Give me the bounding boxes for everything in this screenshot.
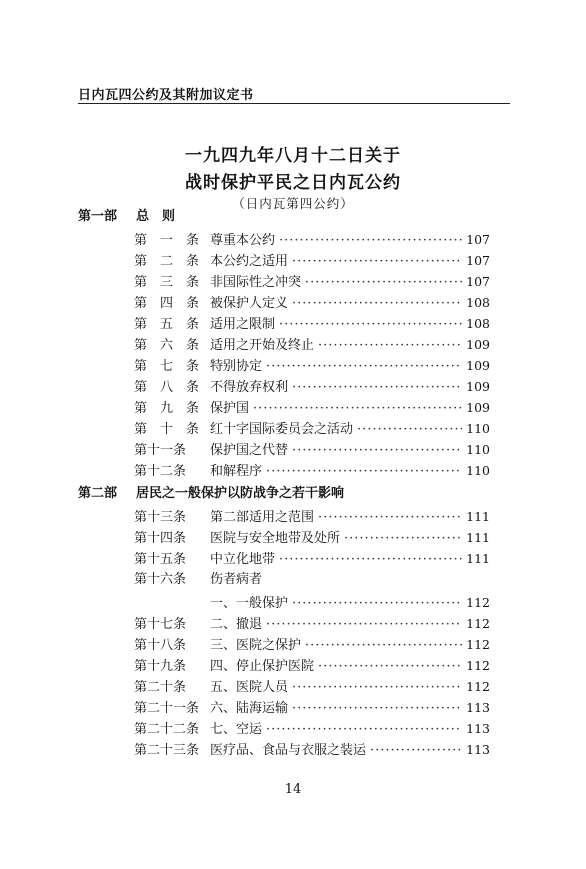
toc-entry[interactable] — [134, 698, 490, 718]
toc-entry[interactable] — [134, 419, 490, 439]
dot-leader — [266, 720, 462, 740]
dot-leader — [292, 252, 462, 272]
dot-leader — [292, 699, 462, 719]
toc-entry[interactable] — [134, 314, 490, 334]
article-number: 第 六 条 — [134, 338, 200, 353]
toc-entry[interactable] — [134, 398, 490, 418]
page-ref: 107 — [466, 274, 490, 289]
page-ref: 112 — [466, 595, 490, 610]
toc-entry[interactable] — [134, 356, 490, 376]
part-heading — [78, 207, 175, 227]
article-number: 第 二 条 — [134, 254, 200, 269]
part-heading — [78, 484, 344, 504]
article-title: 适用之开始及终止 — [210, 338, 315, 353]
page-ref: 110 — [466, 463, 490, 478]
article-title: 三、医院之保护 — [210, 638, 302, 653]
toc-entry[interactable] — [134, 461, 490, 481]
article-title: 特别协定 — [210, 359, 263, 374]
article-title: 中立化地带 — [210, 552, 276, 567]
article-title: 红十字国际委员会之活动 — [210, 422, 354, 437]
page-ref: 109 — [466, 358, 490, 373]
article-number: 第 七 条 — [134, 359, 200, 374]
dot-leader — [318, 657, 462, 677]
dot-leader — [305, 273, 462, 293]
part-title: 居民之一般保护以防战争之若干影响 — [136, 486, 345, 501]
article-number: 第二十一条 — [134, 701, 200, 716]
article-title: 适用之限制 — [210, 317, 276, 332]
dot-leader — [253, 399, 462, 419]
article-title: 一、一般保护 — [210, 596, 289, 611]
article-number: 第二十三条 — [134, 743, 200, 758]
dot-leader — [279, 315, 462, 335]
article-number: 第十五条 — [134, 552, 187, 567]
article-title: 医院与安全地带及处所 — [210, 531, 341, 546]
toc-entry[interactable] — [134, 377, 490, 397]
page-ref: 112 — [466, 679, 490, 694]
dot-leader — [318, 336, 462, 356]
convention-title-line1: 一九四九年八月十二日关于 — [185, 146, 401, 166]
toc-entry[interactable] — [134, 740, 490, 760]
article-title: 保护国之代替 — [210, 443, 289, 458]
page-ref: 112 — [466, 658, 490, 673]
article-title: 不得放弃权利 — [210, 380, 289, 395]
part-label: 第一部 — [78, 209, 118, 224]
toc-entry[interactable] — [134, 251, 490, 271]
article-title: 六、陆海运输 — [210, 701, 289, 716]
toc-entry[interactable] — [134, 507, 490, 527]
dot-leader — [292, 294, 462, 314]
dot-leader — [305, 636, 462, 656]
article-title: 二、撤退 — [210, 617, 263, 632]
dot-leader — [292, 378, 462, 398]
toc-entry[interactable] — [134, 230, 490, 250]
page-ref: 113 — [466, 700, 490, 715]
article-title: 第二部适用之范围 — [210, 510, 315, 525]
page-ref: 110 — [466, 421, 490, 436]
convention-title-line2: 战时保护平民之日内瓦公约 — [185, 173, 401, 193]
dot-leader — [292, 441, 462, 461]
article-title: 七、空运 — [210, 722, 263, 737]
dot-leader — [292, 678, 462, 698]
article-title: 五、医院人员 — [210, 680, 289, 695]
page-ref: 113 — [466, 742, 490, 757]
toc-entry[interactable] — [134, 272, 490, 292]
dot-leader — [266, 357, 462, 377]
dot-leader — [266, 462, 462, 482]
toc-entry[interactable] — [134, 293, 490, 313]
toc-entry[interactable] — [134, 549, 490, 569]
toc-entry[interactable] — [134, 635, 490, 655]
header-rule — [78, 103, 510, 104]
dot-leader — [292, 594, 462, 614]
page-ref: 109 — [466, 379, 490, 394]
article-title: 被保护人定义 — [210, 296, 289, 311]
toc-entry[interactable] — [134, 335, 490, 355]
article-title: 和解程序 — [210, 464, 263, 479]
page-ref: 109 — [466, 400, 490, 415]
article-number: 第 一 条 — [134, 233, 200, 248]
page-ref: 112 — [466, 637, 490, 652]
toc-entry[interactable] — [134, 440, 490, 460]
article-number: 第十一条 — [134, 443, 187, 458]
article-title: 医疗品、食品与衣服之装运 — [210, 743, 367, 758]
page-ref: 111 — [466, 509, 490, 524]
article-number: 第二十二条 — [134, 722, 200, 737]
article-number: 第十六条 — [134, 572, 187, 587]
toc-entry[interactable] — [134, 719, 490, 739]
article-title: 非国际性之冲突 — [210, 275, 302, 290]
article-number: 第二十条 — [134, 680, 187, 695]
toc-entry[interactable] — [134, 656, 490, 676]
article-number: 第十三条 — [134, 510, 187, 525]
article-number: 第 五 条 — [134, 317, 200, 332]
toc-entry[interactable] — [134, 570, 490, 590]
page-ref: 107 — [466, 253, 490, 268]
dot-leader — [266, 615, 462, 635]
article-title: 伤者病者 — [210, 572, 263, 587]
convention-subtitle: （日内瓦第四公约） — [232, 196, 354, 211]
page-ref: 113 — [466, 721, 490, 736]
article-number: 第 三 条 — [134, 275, 200, 290]
page-ref: 107 — [466, 232, 490, 247]
dot-leader — [318, 508, 462, 528]
part-title: 总 则 — [136, 209, 176, 224]
page-ref: 108 — [466, 295, 490, 310]
article-title: 保护国 — [210, 401, 250, 416]
dot-leader — [370, 741, 462, 761]
dot-leader — [344, 529, 462, 549]
dot-leader — [357, 420, 462, 440]
page-ref: 111 — [466, 530, 490, 545]
toc-entry[interactable] — [134, 614, 490, 634]
article-number: 第 八 条 — [134, 380, 200, 395]
toc-entry[interactable] — [134, 528, 490, 548]
article-title: 本公约之适用 — [210, 254, 289, 269]
running-header: 日内瓦四公约及其附加议定书 — [78, 88, 254, 103]
article-number: 第十八条 — [134, 638, 187, 653]
page-ref: 110 — [466, 442, 490, 457]
page-ref: 108 — [466, 316, 490, 331]
article-title: 尊重本公约 — [210, 233, 276, 248]
article-title: 四、停止保护医院 — [210, 659, 315, 674]
article-number: 第 十 条 — [134, 422, 200, 437]
page-ref: 111 — [466, 551, 490, 566]
dot-leader — [279, 231, 462, 251]
article-number: 第十四条 — [134, 531, 187, 546]
page-ref: 109 — [466, 337, 490, 352]
article-number: 第十七条 — [134, 617, 187, 632]
article-number: 第十二条 — [134, 464, 187, 479]
toc-entry[interactable] — [210, 593, 490, 613]
article-number: 第十九条 — [134, 659, 187, 674]
article-number: 第 四 条 — [134, 296, 200, 311]
article-number: 第 九 条 — [134, 401, 200, 416]
part-label: 第二部 — [78, 486, 118, 501]
page-number: 14 — [284, 782, 302, 797]
toc-entry[interactable] — [134, 677, 490, 697]
dot-leader — [279, 550, 462, 570]
page-ref: 112 — [466, 616, 490, 631]
